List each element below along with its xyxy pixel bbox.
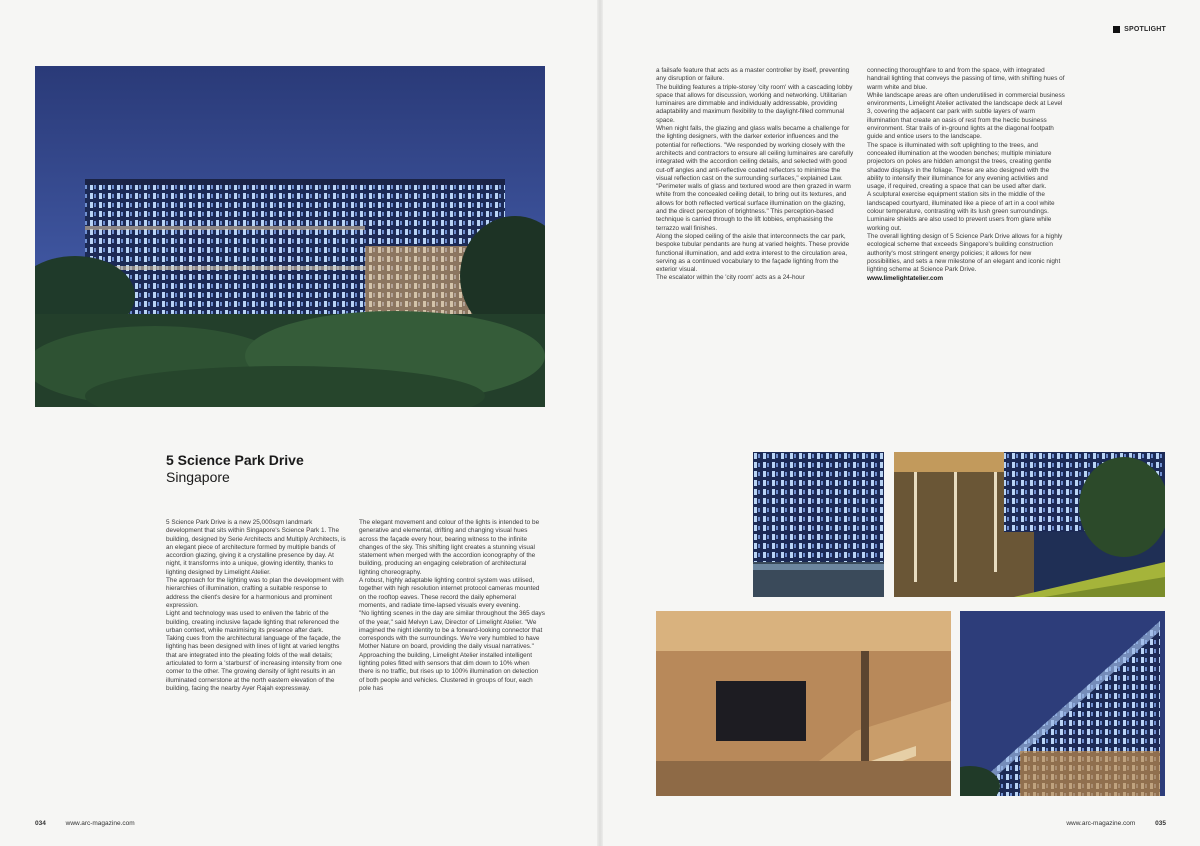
paragraph: The escalator within the 'city room' acts as a 24-hour (656, 274, 805, 282)
paragraph: Along the sloped ceiling of the aisle that interconnects the car park, bespoke tubular pendants are hung at varied heights. These provide functional illumination, and add extra interest to the circulation area, serving as a continued vocabulary to the façade lighting from the exterior visual. (656, 232, 850, 274)
photo-facade-detail (753, 452, 884, 597)
paragraph: A robust, highly adaptable lighting control system was utilised, together with high resolution internet protocol cameras mounted on the rooftop eaves. These record the daily ephemeral moments, and radiate time-lapsed visuals every evening. (359, 577, 540, 609)
article-title: 5 Science Park Drive (166, 452, 304, 468)
paragraph: 5 Science Park Drive is a new 25,000sqm landmark development that sits within Singapore's Science Park 1. The building, designed by Serie Architects and Multiply Architects, is an elegant piece of architecture formed by multiple bands of accordion glazing, giving it a crystalline presence by day. At night, it transforms into a unique, glowing identity, thanks to lighting designed by Limelight Atelier. (166, 519, 346, 576)
body-column-4 (867, 67, 1066, 284)
left-page-number: 034 (35, 820, 46, 827)
paragraph: Taking cues from the architectural language of the façade, the lighting has been designed with lines of light at varied lengths that are integrated into the pleating folds of the wall details; articulated to form a 'starburst' of increasing intensity from one corner to the other. The growing density of light results in an illuminated cornerstone at the north eastern elevation of the building, facing the nearby Ayer Rajah expressway. (166, 635, 342, 692)
website-link[interactable]: www.limelightatelier.com (867, 275, 944, 283)
paragraph: The space is illuminated with soft uplighting to the trees, and concealed illumination at the wooden benches; multiple miniature projectors on poles are hidden amongst the trees, creating gentle shadow displays in the foliage. These are also designed with the ability to intensify their illuminance for any evening activities and usage, if required, creating a space that can be used after dark. (867, 141, 1052, 191)
paragraph: While landscape areas are often underutilised in commercial business environments, Limelight Atelier activated the landscape deck at Level 3, covering the adjacent car park with subtle layers of warm illumination that create an oasis of rest from the hectic business environment. Star trails of in-ground lights at the diagonal footpath guide and entice users to the landscape. (867, 91, 1065, 141)
body-column-1 (166, 519, 350, 693)
photo-city-room-lobby (656, 611, 951, 796)
left-page-footer (35, 820, 135, 827)
paragraph: a failsafe feature that acts as a master controller by itself, preventing any disruption or failure. (656, 67, 850, 83)
hero-photo-building-night (35, 66, 545, 407)
square-bullet-icon (1113, 26, 1120, 33)
section-tag (1113, 26, 1166, 33)
paragraph: "No lighting scenes in the day are similar throughout the 365 days of the year," said Melvyn Law, Director of Limelight Atelier. "We imagined the night identity to be a forward-looking connector that corresponds with the surroundings. We're very humbled to have Mother Nature on board, providing the daily visual narratives." (359, 610, 545, 651)
paragraph: connecting thoroughfare to and from the space, with integrated handrail lighting that conveys the passing of time, with shifting hues of warm white and blue. (867, 67, 1065, 91)
paragraph: "Perimeter walls of glass and textured wood are then grazed in warm white from the concealed ceiling detail, to bring out its textures, and allows for both reflected vertical surface illumination on the glazing, and the direct perception of brightness." This perception-based technique is carried through to the lift lobbies, emphasising the terrazzo wall finishes. (656, 183, 851, 232)
paragraph: Light and technology was used to enliven the fabric of the building, creating inclusive façade lighting that referenced the urban context, while maximising its presence after dark. (166, 610, 340, 634)
body-column-2 (359, 519, 545, 693)
paragraph: The approach for the lighting was to plan the development with hierarchies of illumination, crafting a suitable response to address the client's desire for a harmonious and prominent expression. (166, 577, 344, 609)
left-footer-url[interactable]: www.arc-magazine.com (65, 820, 135, 827)
right-footer-url[interactable]: www.arc-magazine.com (1066, 820, 1136, 827)
paragraph: When night falls, the glazing and glass walls became a challenge for the lighting designers, with the darker exterior influences and the potential for reflections. "We responded by working closely with the architects and contractors to ensure all ceiling luminaires are carefully integrated with the accordion ceiling details, and selected with good cut-off angles and anti-reflective coated reflectors to minimise the visual reflection cast on the surrounding surfaces," explained Law. (656, 125, 854, 182)
paragraph: Approaching the building, Limelight Atelier installed intelligent lighting poles fitted with sensors that dim down to 10% when there is no traffic, but rises up to 100% illumination on detection of both people and vehicles. Clustered in groups of four, each pole has (359, 651, 539, 692)
paragraph: The elegant movement and colour of the lights is intended to be generative and elemental, drifting and changing visual hues across the façade every hour, bearing witness to the infinite changes of the sky. This shifting light creates a stunning visual statement when merged with the accordion iconography of the building, producing an engaging celebration of architectural lighting choreography. (359, 519, 540, 576)
photo-landscape-deck (894, 452, 1165, 597)
page-gutter (597, 0, 603, 846)
section-tag-label: SPOTLIGHT (1124, 26, 1166, 33)
article-title-block (166, 452, 466, 486)
paragraph: A sculptural exercise equipment station sits in the middle of the landscaped courtyard, illuminated like a piece of art in a cool white colour temperature, contrasting with its lush green surroundings. Luminaire shields are also used to prevent users from glare while working out. (867, 191, 1055, 232)
paragraph: The overall lighting design of 5 Science Park Drive allows for a highly ecological scheme that exceeds Singapore's building construction authority's most stringent energy policies; it allows for new possibilities, and sets a new milestone of an elegant and iconic night lighting scheme at Science Park Drive. (867, 232, 1063, 274)
paragraph: The building features a triple-storey 'city room' with a cascading lobby space that allows for discussion, working and networking. Utilitarian luminaires are dimmable and individually addressable, providing adaptability and maximum flexibility to the daylight-filled communal space. (656, 83, 853, 124)
right-page-number: 035 (1155, 820, 1166, 827)
article-subtitle: Singapore (166, 469, 230, 485)
photo-building-corner (960, 611, 1165, 796)
body-column-3 (656, 67, 855, 283)
right-page-footer (1066, 820, 1166, 827)
